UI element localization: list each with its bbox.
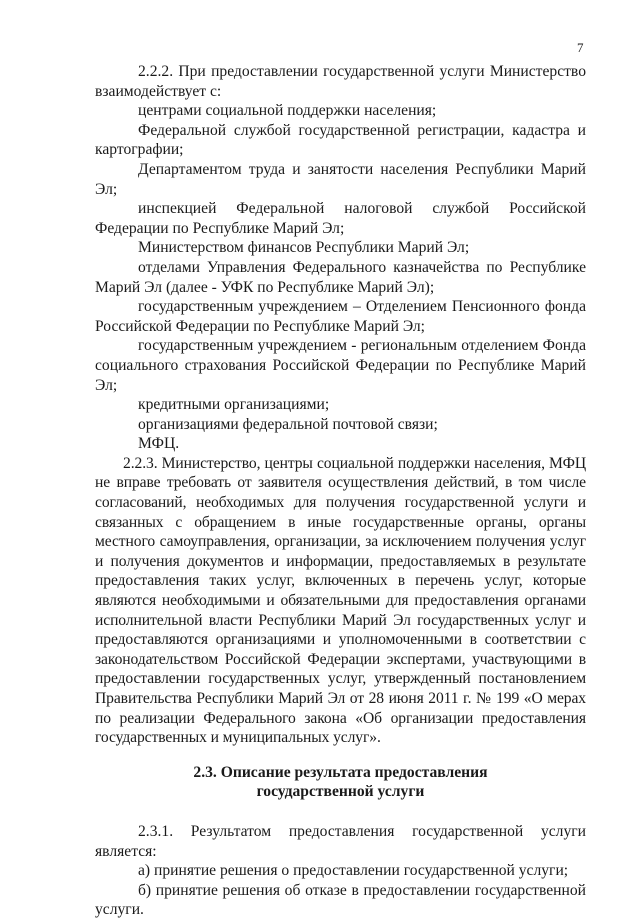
- clause-2-2-2-item: организациями федеральной почтовой связи;: [138, 415, 438, 433]
- section-heading: [95, 763, 586, 802]
- clause-2-2-3: 2.2.3. Министерство, центры социальной поддержки населения, МФЦ не вправе требовать от заявителя осуществления действий, в том числе согласований, необходимых для получения государственной услуги и связанных с обращением в иные государственные органы, органы местного самоуправления, организации, за исключением получения услуг и получения документов и информации, предоставляемых в результате предоставления таких услуг, включенных в перечень услуг, которые являются необходимыми и обязательными для предоставления органами исполнительной власти Республики Марий Эл государственных услуг и предоставляются организациями и уполномоченными в соответствии с законодательством Российской Федерации экспертами, участвующими в предоставлении государственных услуг, утвержденный постановлением Правительства Республики Марий Эл от 28 июня 2011 г. № 199 «О мерах по реализации Федерального закона «Об организации предоставления государственных и муниципальных услуг».: [95, 454, 586, 747]
- clause-2-2-2-item: государственным учреждением – Отделением Пенсионного фонда Российской Федерации по Республике Марий Эл;: [95, 298, 586, 335]
- section-heading-line-1: 2.3. Описание результата предоставления: [193, 763, 488, 781]
- page-number: 7: [577, 40, 584, 55]
- clause-2-2-2-item: Федеральной службой государственной регистрации, кадастра и картографии;: [95, 121, 586, 159]
- section-heading-line-2: государственной услуги: [256, 783, 425, 801]
- clause-2-2-2-item: инспекцией Федеральной налоговой службой Российской Федерации по Республике Марий Эл;: [95, 200, 586, 237]
- clause-2-3-1-item: а) принятие решения о предоставлении государственной услуги;: [138, 862, 569, 880]
- clause-2-2-2-item: центрами социальной поддержки населения;: [138, 102, 437, 120]
- clause-2-2-2-item: отделами Управления Федерального казначейства по Республике Марий Эл (далее - УФК по Республике Марий Эл);: [95, 258, 586, 296]
- clause-2-3-1-intro: 2.3.1. Результатом предоставления государственной услуги является:: [95, 822, 586, 860]
- clause-2-2-2-item: Департаментом труда и занятости населения Республики Марий Эл;: [95, 160, 586, 198]
- clause-2-2-2-item: Министерством финансов Республики Марий Эл;: [138, 239, 470, 257]
- clause-2-2-2-item: государственным учреждением - региональным отделением Фонда социального страхования Российской Федерации по Республике Марий Эл;: [95, 337, 586, 394]
- clause-2-2-2-item: кредитными организациями;: [138, 396, 330, 414]
- document-body: [95, 62, 586, 920]
- clause-2-3-1-item: б) принятие решения об отказе в предоставлении государственной услуги.: [95, 881, 586, 919]
- clause-2-2-2-intro: 2.2.2. При предоставлении государственной услуги Министерство взаимодействует с:: [95, 63, 586, 100]
- clause-2-2-2-item: МФЦ.: [138, 435, 180, 453]
